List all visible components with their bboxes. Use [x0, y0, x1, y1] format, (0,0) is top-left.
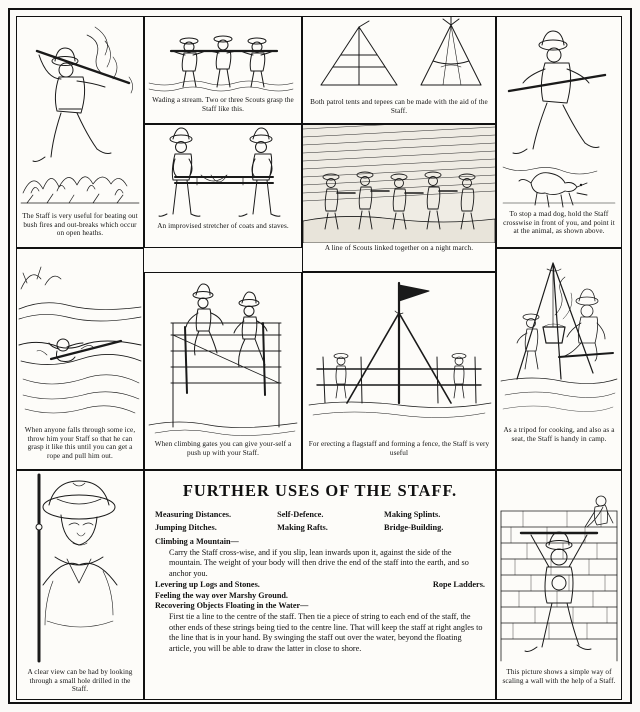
panel-peephole-art	[17, 471, 143, 667]
panel-scaling-wall	[496, 470, 622, 700]
entry-marshy-heading: Feeling the way over Marshy Ground.	[155, 590, 288, 600]
panel-flagstaff-caption: For erecting a flagstaff and forming a fence, the Staff is very useful	[308, 440, 490, 457]
panel-wading-art	[145, 17, 301, 95]
entry-recovering-heading: Recovering Objects Floating in the Water—	[155, 601, 309, 611]
scaling-wall-drawing	[497, 471, 621, 667]
flagstaff-and-fence-drawing	[303, 273, 495, 439]
panel-stretcher	[144, 124, 302, 248]
tripod-cooking-drawing	[497, 249, 621, 425]
entry-climbing-heading: Climbing a Mountain—	[155, 537, 239, 546]
panel-tents-caption: Both patrol tents and tepees can be made with the aid of the Staff.	[310, 98, 488, 115]
panel-wading-stream	[144, 16, 302, 124]
panel-tripod-cooking	[496, 248, 622, 470]
page-border	[8, 8, 632, 704]
scout-looking-through-hole-drawing	[17, 471, 143, 667]
panel-mad-dog	[496, 16, 622, 248]
panel-rescue-ice-caption: When anyone falls through some ice, throw him your Staff so that he can grasp it like this until you can get a rope and pull him out.	[24, 426, 136, 460]
panel-climbing-gates-art	[145, 273, 301, 439]
panel-night-march-art	[303, 125, 495, 243]
panel-tents-art	[303, 17, 495, 97]
use-self-defence: Self-Defence.	[277, 510, 324, 519]
panel-stretcher-art	[145, 125, 301, 221]
use-jumping-ditches: Jumping Ditches.	[155, 523, 217, 532]
panel-scaling-wall-caption: This picture shows a simple way of scaling a wall with the help of a Staff.	[502, 668, 616, 685]
uses-columns-row-1	[155, 509, 485, 520]
panel-flagstaff-art	[303, 273, 495, 439]
uses-columns-row-2	[155, 522, 485, 533]
scout-beating-fire-drawing	[17, 17, 143, 211]
scouts-climbing-gate-drawing	[145, 273, 301, 439]
ice-rescue-drawing	[17, 249, 143, 425]
panel-tents-teepees	[302, 16, 496, 124]
panel-beating-fire-caption: The Staff is very useful for beating out bush fires and out-breaks which occur on open heaths.	[22, 212, 138, 238]
use-bridge-building: Bridge-Building.	[384, 523, 444, 532]
panel-flagstaff-fence	[302, 272, 496, 470]
entry-rope-ladders: Rope Ladders.	[432, 580, 485, 590]
entry-levering-heading: Levering up Logs and Stones.	[155, 580, 260, 590]
panel-mad-dog-art	[497, 17, 621, 209]
tent-and-teepee-drawing	[303, 17, 495, 97]
panel-wading-caption: Wading a stream. Two or three Scouts grasp the Staff like this.	[152, 96, 294, 113]
panel-beating-fire	[16, 16, 144, 248]
panel-mad-dog-caption: To stop a mad dog, hold the Staff crosswise in front of you, and point it at the animal, as shown above.	[503, 210, 615, 236]
panel-rescue-ice-art	[17, 249, 143, 425]
uses-entries	[155, 537, 485, 654]
panel-stretcher-caption: An improvised stretcher of coats and staves.	[157, 222, 289, 230]
panel-peephole-caption: A clear view can be had by looking through a small hole drilled in the Staff.	[27, 668, 133, 694]
panel-climbing-gates	[144, 272, 302, 470]
panel-climbing-gates-caption: When climbing gates you can give your-self a push up with your Staff.	[154, 440, 292, 457]
use-making-splints: Making Splints.	[384, 510, 441, 519]
entry-climbing-text: Carry the Staff cross-wise, and if you slip, lean inwards upon it, against the side of the mountain. The weight of your body will then drive the end of the staff into the earth, and so anchor you.	[169, 547, 469, 578]
entry-recovering-text: First tie a line to the centre of the staff. Then tie a piece of string to each end of the staff, the other ends of these strings being tied to the centre line. That will keep the staff at right angles to the line that is in your hand. By swinging the staff out over the water, beyond the floating article, you will be able to draw the latter in close to shore.	[169, 612, 483, 653]
panel-tripod-art	[497, 249, 621, 425]
scouts-night-march-drawing	[303, 125, 495, 243]
improvised-stretcher-drawing	[145, 125, 301, 221]
panel-rescue-ice	[16, 248, 144, 470]
panel-tripod-caption: As a tripod for cooking, and also as a seat, the Staff is handy in camp.	[503, 426, 615, 443]
scouts-wading-drawing	[145, 17, 301, 95]
panel-scaling-wall-art	[497, 471, 621, 667]
use-measuring-distances: Measuring Distances.	[155, 510, 232, 519]
page-title: FURTHER USES OF THE STAFF.	[182, 481, 458, 500]
scout-facing-dog-drawing	[497, 17, 621, 209]
entry-levering-row	[155, 579, 485, 591]
further-uses-textbox	[144, 470, 496, 700]
panel-beating-fire-art	[17, 17, 143, 211]
panel-night-march-caption: A line of Scouts linked together on a night march.	[324, 244, 474, 252]
panel-night-march	[302, 124, 496, 272]
panel-peephole	[16, 470, 144, 700]
use-making-rafts: Making Rafts.	[277, 523, 328, 532]
